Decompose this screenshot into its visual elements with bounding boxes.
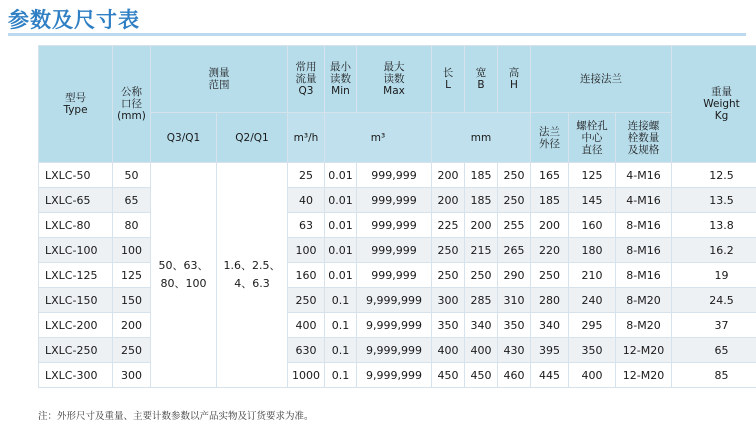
cell-height: 265	[498, 238, 531, 263]
cell-flange-od: 395	[531, 338, 569, 363]
cell-max: 999,999	[357, 213, 432, 238]
cell-bolt-pcd: 160	[569, 213, 616, 238]
footnote: 注：外形尺寸及重量、主要计数参数以产品实物及订货要求为准。	[38, 411, 314, 422]
cell-width: 250	[465, 263, 498, 288]
header-width: 宽 B	[465, 46, 498, 113]
cell-length: 450	[432, 363, 465, 388]
cell-flange-od: 340	[531, 313, 569, 338]
cell-height: 255	[498, 213, 531, 238]
cell-max: 999,999	[357, 188, 432, 213]
cell-length: 200	[432, 188, 465, 213]
cell-min: 0.01	[325, 263, 357, 288]
cell-flow: 1000	[288, 363, 325, 388]
cell-length: 250	[432, 238, 465, 263]
cell-length: 300	[432, 288, 465, 313]
spec-table	[38, 45, 756, 388]
cell-length: 400	[432, 338, 465, 363]
cell-bolt-spec: 8-M16	[616, 213, 672, 238]
cell-diameter: 300	[113, 363, 151, 388]
cell-max: 999,999	[357, 163, 432, 188]
cell-type: LXLC-150	[39, 288, 113, 313]
table-row	[39, 288, 756, 313]
cell-bolt-pcd: 210	[569, 263, 616, 288]
cell-height: 430	[498, 338, 531, 363]
cell-min: 0.01	[325, 238, 357, 263]
cell-max: 9,999,999	[357, 338, 432, 363]
cell-bolt-pcd: 125	[569, 163, 616, 188]
unit-flow: m³/h	[288, 113, 325, 163]
header-diameter: 公称 口径 (mm)	[113, 46, 151, 163]
title-divider	[8, 33, 746, 36]
cell-min: 0.1	[325, 313, 357, 338]
cell-bolt-pcd: 240	[569, 288, 616, 313]
cell-height: 250	[498, 163, 531, 188]
cell-weight: 13.5	[672, 188, 756, 213]
cell-width: 215	[465, 238, 498, 263]
cell-width: 185	[465, 188, 498, 213]
table-row	[39, 338, 756, 363]
cell-diameter: 250	[113, 338, 151, 363]
cell-type: LXLC-250	[39, 338, 113, 363]
header-flange: 连接法兰	[531, 46, 672, 113]
cell-type: LXLC-50	[39, 163, 113, 188]
cell-length: 200	[432, 163, 465, 188]
cell-min: 0.01	[325, 188, 357, 213]
cell-min: 0.1	[325, 338, 357, 363]
cell-q3q1: 50、63、 80、100	[151, 163, 217, 388]
cell-width: 450	[465, 363, 498, 388]
header-length: 长 L	[432, 46, 465, 113]
cell-bolt-pcd: 295	[569, 313, 616, 338]
cell-diameter: 65	[113, 188, 151, 213]
cell-min: 0.1	[325, 288, 357, 313]
cell-bolt-spec: 12-M20	[616, 363, 672, 388]
cell-height: 350	[498, 313, 531, 338]
cell-bolt-pcd: 145	[569, 188, 616, 213]
cell-length: 250	[432, 263, 465, 288]
cell-weight: 16.2	[672, 238, 756, 263]
cell-max: 9,999,999	[357, 288, 432, 313]
cell-type: LXLC-65	[39, 188, 113, 213]
cell-diameter: 50	[113, 163, 151, 188]
cell-diameter: 200	[113, 313, 151, 338]
cell-weight: 85	[672, 363, 756, 388]
cell-type: LXLC-300	[39, 363, 113, 388]
cell-flange-od: 165	[531, 163, 569, 188]
header-max: 最大 读数 Max	[357, 46, 432, 113]
cell-height: 460	[498, 363, 531, 388]
cell-weight: 65	[672, 338, 756, 363]
cell-width: 185	[465, 163, 498, 188]
cell-min: 0.01	[325, 213, 357, 238]
table-body	[39, 163, 756, 388]
cell-flow: 100	[288, 238, 325, 263]
cell-max: 999,999	[357, 263, 432, 288]
cell-diameter: 80	[113, 213, 151, 238]
cell-bolt-pcd: 400	[569, 363, 616, 388]
cell-bolt-spec: 8-M20	[616, 313, 672, 338]
table-row	[39, 363, 756, 388]
cell-weight: 13.8	[672, 213, 756, 238]
cell-bolt-spec: 8-M20	[616, 288, 672, 313]
cell-width: 400	[465, 338, 498, 363]
cell-flow: 250	[288, 288, 325, 313]
cell-length: 225	[432, 213, 465, 238]
header-flow: 常用 流量 Q3	[288, 46, 325, 113]
header-flange-od: 法兰 外径	[531, 113, 569, 163]
cell-flange-od: 250	[531, 263, 569, 288]
table-row	[39, 188, 756, 213]
header-bolt-spec: 连接螺 栓数量 及规格	[616, 113, 672, 163]
header-bolt-pcd: 螺栓孔 中心 直径	[569, 113, 616, 163]
cell-height: 310	[498, 288, 531, 313]
cell-type: LXLC-100	[39, 238, 113, 263]
cell-flow: 630	[288, 338, 325, 363]
cell-bolt-pcd: 350	[569, 338, 616, 363]
cell-bolt-pcd: 180	[569, 238, 616, 263]
cell-type: LXLC-200	[39, 313, 113, 338]
cell-max: 999,999	[357, 238, 432, 263]
cell-min: 0.01	[325, 163, 357, 188]
cell-bolt-spec: 4-M16	[616, 188, 672, 213]
cell-diameter: 125	[113, 263, 151, 288]
cell-width: 285	[465, 288, 498, 313]
header-min: 最小 读数 Min	[325, 46, 357, 113]
cell-q2q1: 1.6、2.5、 4、6.3	[217, 163, 288, 388]
header-type: 型号 Type	[39, 46, 113, 163]
cell-height: 290	[498, 263, 531, 288]
cell-weight: 37	[672, 313, 756, 338]
table-row	[39, 213, 756, 238]
cell-flange-od: 445	[531, 363, 569, 388]
page-title: 参数及尺寸表	[8, 8, 140, 32]
header-q2q1: Q2/Q1	[217, 113, 288, 163]
cell-max: 9,999,999	[357, 313, 432, 338]
cell-flow: 400	[288, 313, 325, 338]
cell-flange-od: 220	[531, 238, 569, 263]
table-row	[39, 238, 756, 263]
table-row	[39, 163, 756, 188]
cell-weight: 12.5	[672, 163, 756, 188]
cell-flange-od: 185	[531, 188, 569, 213]
cell-flange-od: 280	[531, 288, 569, 313]
cell-type: LXLC-125	[39, 263, 113, 288]
cell-length: 350	[432, 313, 465, 338]
table-row	[39, 263, 756, 288]
unit-dimension: mm	[432, 113, 531, 163]
cell-bolt-spec: 4-M16	[616, 163, 672, 188]
cell-width: 340	[465, 313, 498, 338]
cell-bolt-spec: 12-M20	[616, 338, 672, 363]
cell-type: LXLC-80	[39, 213, 113, 238]
cell-weight: 24.5	[672, 288, 756, 313]
cell-height: 250	[498, 188, 531, 213]
cell-flange-od: 200	[531, 213, 569, 238]
cell-flow: 40	[288, 188, 325, 213]
unit-reading: m³	[325, 113, 432, 163]
cell-bolt-spec: 8-M16	[616, 263, 672, 288]
cell-width: 200	[465, 213, 498, 238]
cell-diameter: 100	[113, 238, 151, 263]
cell-weight: 19	[672, 263, 756, 288]
table-row	[39, 313, 756, 338]
cell-bolt-spec: 8-M16	[616, 238, 672, 263]
cell-diameter: 150	[113, 288, 151, 313]
cell-flow: 63	[288, 213, 325, 238]
cell-max: 9,999,999	[357, 363, 432, 388]
header-q3q1: Q3/Q1	[151, 113, 217, 163]
header-row-1	[39, 46, 756, 113]
header-weight: 重量 Weight Kg	[672, 46, 756, 163]
header-height: 高 H	[498, 46, 531, 113]
cell-flow: 25	[288, 163, 325, 188]
cell-flow: 160	[288, 263, 325, 288]
header-range: 测量 范围	[151, 46, 288, 113]
cell-min: 0.1	[325, 363, 357, 388]
